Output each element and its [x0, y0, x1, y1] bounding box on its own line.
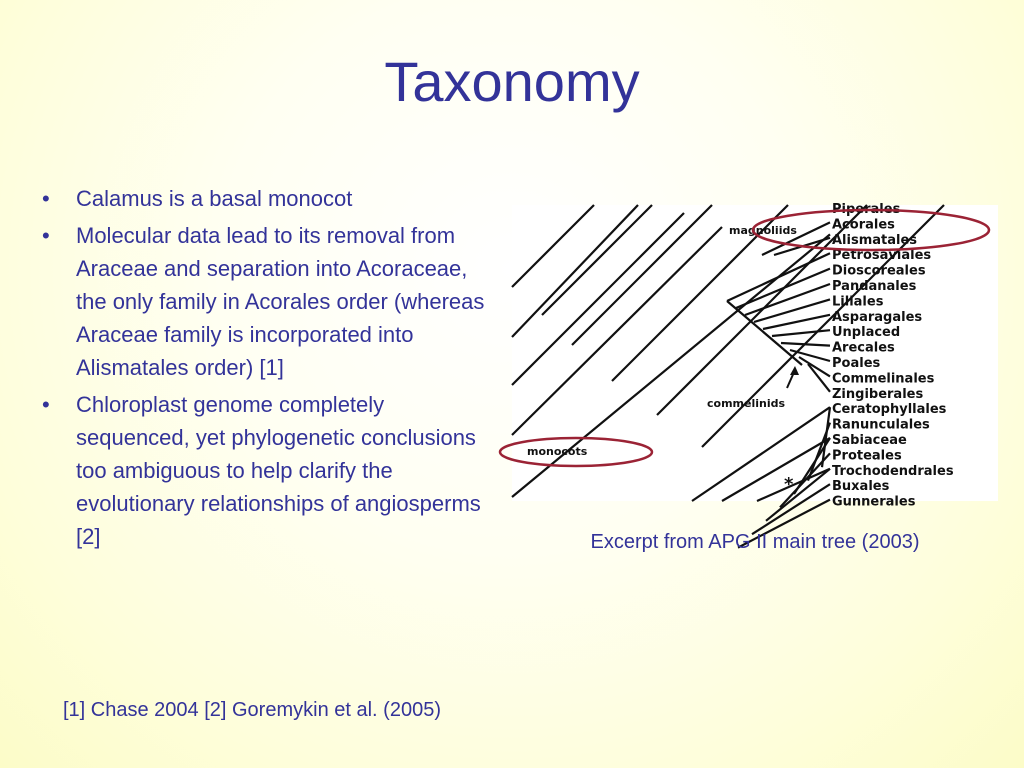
taxon-label: Zingiberales	[832, 386, 924, 402]
taxon-label: Arecales	[832, 340, 895, 356]
taxon-label: Alismatales	[832, 232, 918, 248]
taxon-label: Buxales	[832, 479, 890, 495]
bullet-marker: •	[42, 186, 50, 211]
taxon-label: Proteales	[832, 448, 902, 464]
taxon-label: Commelinales	[832, 371, 935, 387]
taxon-label: Petrosaviales	[832, 248, 932, 264]
taxon-label: Piperales	[832, 202, 901, 217]
monocots-label: monocots	[527, 445, 588, 458]
acorales-alismatales-highlight-ellipse	[753, 210, 989, 250]
taxon-label: Trochodendrales	[832, 463, 954, 479]
taxon-label: Pandanales	[832, 279, 917, 294]
references: [1] Chase 2004 [2] Goremykin et al. (2005)	[63, 699, 441, 721]
taxon-label: Ceratophyllales	[832, 402, 947, 418]
taxon-label: Dioscoreales	[832, 263, 926, 279]
asterisk-mark: *	[784, 474, 794, 495]
bullet-text: Chloroplast genome completely sequenced, yet phylogenetic conclusions too ambiguous to help clarify the evolutionary relationships of angiosperms [2]	[76, 392, 481, 549]
taxon-label: Gunnerales	[832, 494, 916, 510]
taxon-label: Liliales	[832, 294, 884, 310]
taxon-label: Acorales	[832, 217, 895, 233]
taxon-label: Unplaced	[832, 325, 901, 341]
figure-caption: Excerpt from APG II main tree (2003)	[590, 531, 920, 553]
bullet-text: Molecular data lead to its removal from Araceae and separation into Acoraceae, the only family in Acorales order (whereas Araceae family is incorporated into Alismatales order) [1]	[76, 223, 485, 380]
taxon-label: Ranunculales	[832, 417, 930, 433]
magnoliids-label: magnoliids	[729, 224, 797, 237]
bullet-text: Calamus is a basal monocot	[76, 186, 353, 211]
monocots-highlight-ellipse	[500, 438, 652, 466]
slide-title: Taxonomy	[384, 50, 640, 113]
commelinids-label: commelinids	[707, 397, 786, 410]
taxon-label: Asparagales	[832, 309, 923, 325]
taxon-label: Sabiaceae	[832, 433, 907, 448]
bullet-marker: •	[42, 223, 50, 248]
bullet-marker: •	[42, 392, 50, 417]
taxon-label: Poales	[832, 356, 881, 371]
